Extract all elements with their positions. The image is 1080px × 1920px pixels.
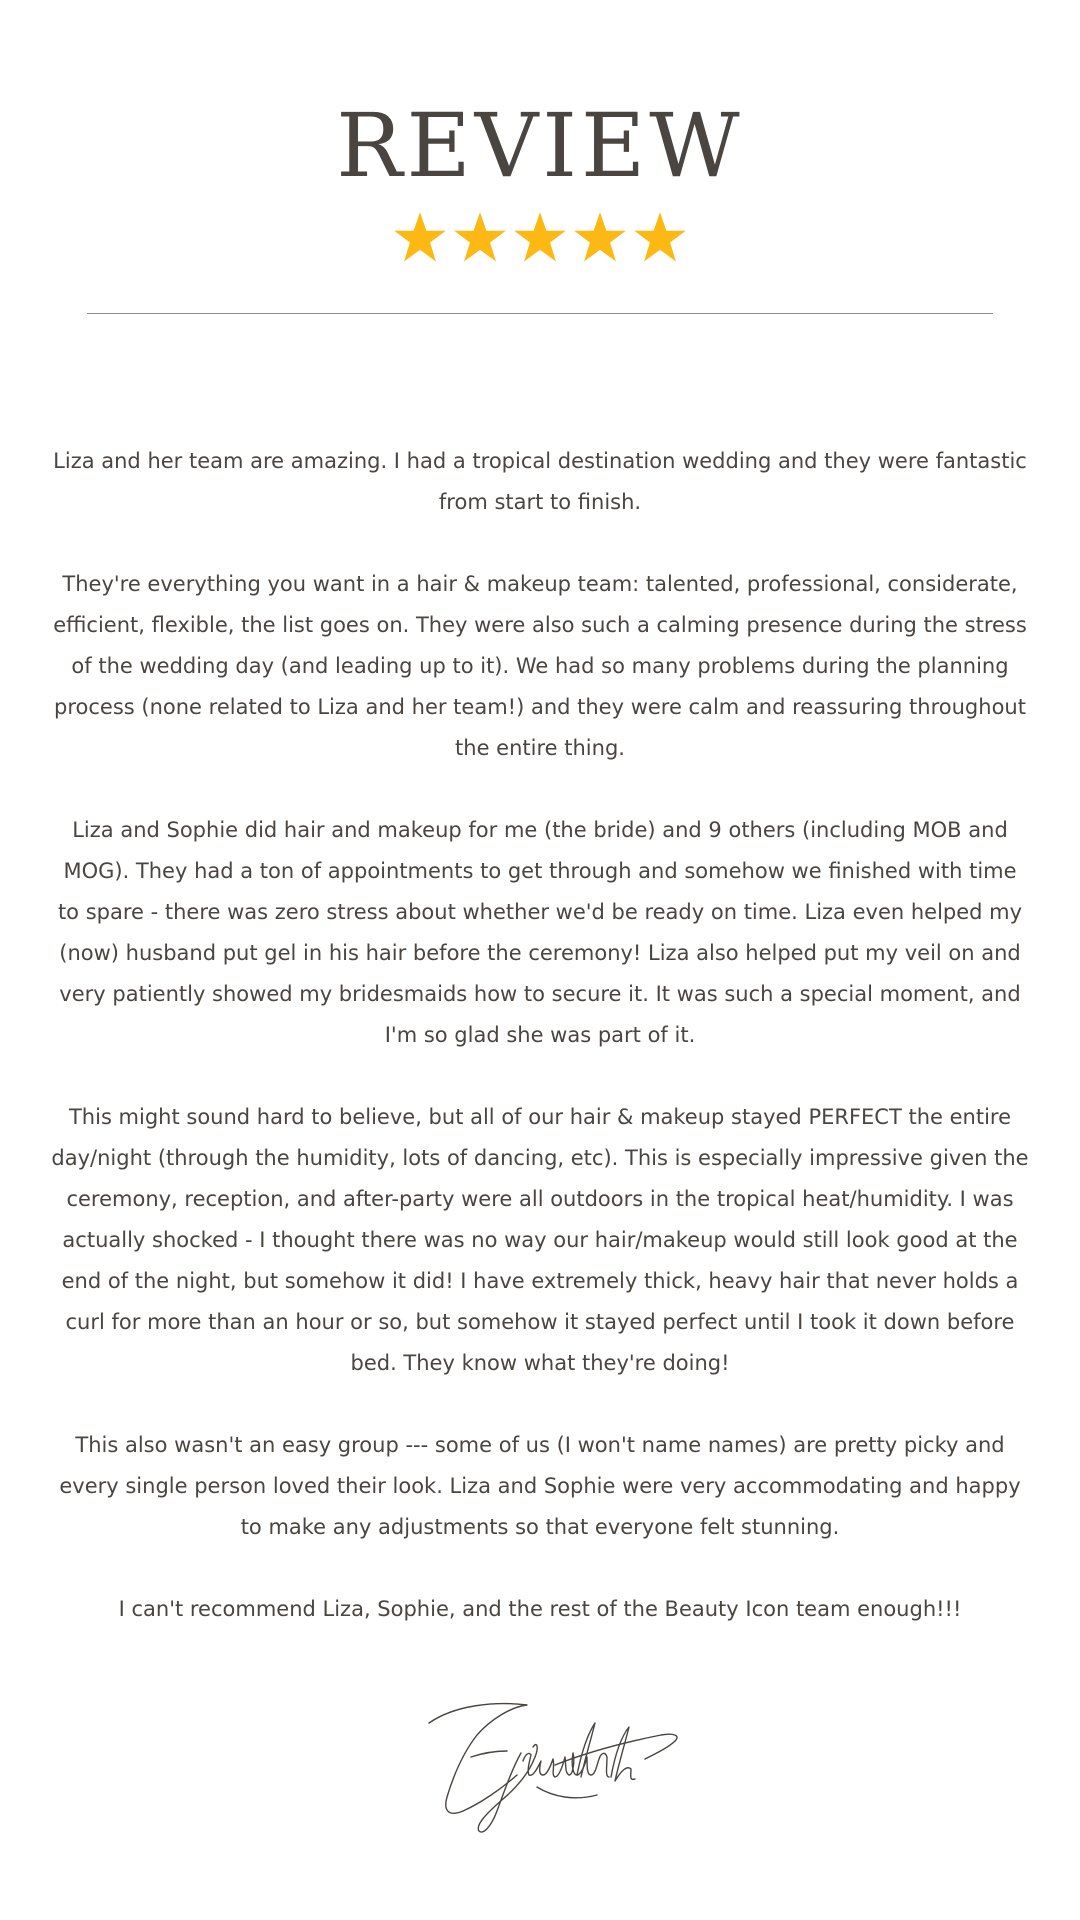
star-icon bbox=[452, 210, 508, 266]
review-paragraph: I can't recommend Liza, Sophie, and the rest of the Beauty Icon team enough!!! bbox=[118, 1597, 962, 1621]
review-paragraph: This also wasn't an easy group --- some of us (I won't name names) are pretty picky and every single person loved their look. Liza and Sophie were very accommodating and happy to make any adjustments so that everyone felt stunning. bbox=[59, 1433, 1021, 1539]
divider bbox=[87, 313, 993, 314]
review-paragraph: This might sound hard to believe, but all of our hair & makeup stayed PERFECT the entire day/night (through the humidity, lots of dancing, etc). This is especially impressive given the ceremony, reception, and after-party were all outdoors in the tropical heat/humidity. I was actually shocked - I thought there was no way our hair/makeup would still look good at the end of the night, but somehow it did! I have extremely thick, heavy hair that never holds a curl for more than an hour or so, but somehow it stayed perfect until I took it down before bed. They know what they're doing! bbox=[51, 1105, 1029, 1375]
review-text bbox=[50, 441, 1030, 1630]
star-rating bbox=[0, 210, 1080, 266]
star-icon bbox=[392, 210, 448, 266]
star-icon bbox=[512, 210, 568, 266]
review-paragraph: They're everything you want in a hair & makeup team: talented, professional, considerate, efficient, flexible, the list goes on. They were also such a calming presence during the stress of the wedding day (and leading up to it). We had so many problems during the planning process (none related to Liza and her team!) and they were calm and reassuring throughout the entire thing. bbox=[53, 572, 1027, 760]
page-title: REVIEW bbox=[336, 94, 744, 197]
star-icon bbox=[632, 210, 688, 266]
signature bbox=[425, 1695, 685, 1835]
star-icon bbox=[572, 210, 628, 266]
review-paragraph: Liza and Sophie did hair and makeup for me (the bride) and 9 others (including MOB and MOG). They had a ton of appointments to get through and somehow we finished with time to spare - there was zero stress about whether we'd be ready on time. Liza even helped my (now) husband put gel in his hair before the ceremony! Liza also helped put my veil on and very patiently showed my bridesmaids how to secure it. It was such a special moment, and I'm so glad she was part of it. bbox=[57, 818, 1023, 1047]
review-paragraph: Liza and her team are amazing. I had a tropical destination wedding and they were fantastic from start to finish. bbox=[53, 449, 1027, 514]
